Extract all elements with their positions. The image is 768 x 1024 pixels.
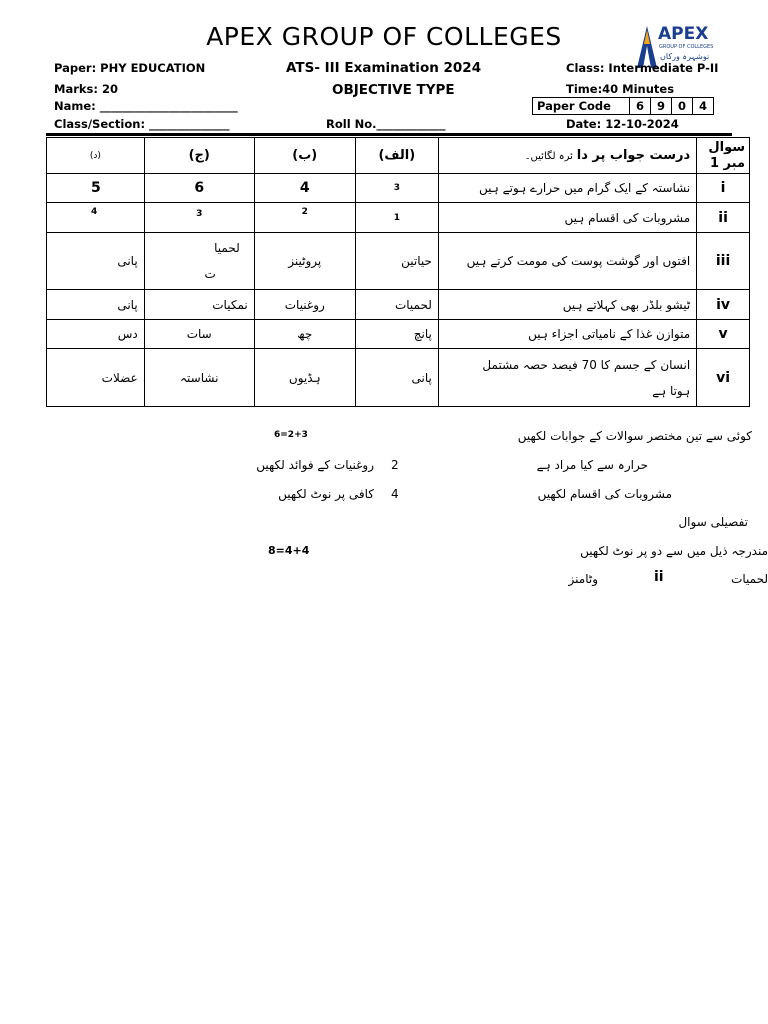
table-row [47, 320, 750, 349]
option-d: پانی [47, 233, 145, 290]
option-a-header: (الف) [355, 138, 438, 174]
question-text: افتوں اور گوشت پوست کی مومت کرتے ہیں [438, 233, 696, 290]
option-d-header: (د) [47, 138, 145, 174]
option-a: 1 [355, 203, 438, 233]
question-number: i [697, 174, 750, 203]
paper-code-digit: 4 [698, 99, 707, 113]
class-label: Class: Intermediate P-II [566, 61, 719, 75]
option-b: پروٹینز [254, 233, 355, 290]
question-text: مشروبات کی اقسام ہیں [438, 203, 696, 233]
option-a: لحمیات [355, 290, 438, 320]
instruction-cell [438, 138, 696, 174]
long-option-1: لحمیات [731, 572, 768, 586]
qno-line-2: مبر 1 [709, 155, 745, 171]
qno-line-1: سوال [708, 139, 745, 155]
mcq-table [46, 137, 750, 407]
option-b: 2 [254, 203, 355, 233]
question-text: ٹیشو بلڈر بھی کہلاتے ہیں [438, 290, 696, 320]
question-number-header [697, 138, 750, 174]
logo-text: APEX [658, 24, 709, 44]
paper-code-label: Paper Code [533, 98, 630, 114]
option-j-header: (ج) [144, 138, 254, 174]
table-row [47, 233, 750, 290]
table-header-row [47, 138, 750, 174]
logo-urdu-text: نوشہرہ ورکاں [660, 52, 710, 61]
option-a: پانی [355, 349, 438, 407]
long-question-heading: تفصیلی سوال [678, 515, 748, 529]
option-d: عضلات [47, 349, 145, 407]
option-b: 4 [254, 174, 355, 203]
short-question-2-number: 2 [391, 458, 399, 472]
header-divider [46, 133, 732, 136]
paper-code-digit: 9 [651, 98, 672, 114]
option-j: سات [144, 320, 254, 349]
question-number: vi [697, 349, 750, 407]
option-j: 3 [144, 203, 254, 233]
option-j-line-1: لحمیا [214, 241, 240, 255]
option-j: نمکیات [144, 290, 254, 320]
short-questions-heading: کوئی سے تین مختصر سوالات کے جوابات لکھیں [517, 429, 752, 443]
question-number: ii [697, 203, 750, 233]
option-j: نشاستہ [144, 349, 254, 407]
paper-code-digit: 0 [672, 98, 693, 114]
option-d: 4 [47, 203, 145, 233]
long-option-2: وٹامنز [568, 572, 598, 586]
option-a: حیاتین [355, 233, 438, 290]
option-b: ہڈیوں [254, 349, 355, 407]
question-text: نشاستہ کے ایک گرام میں حرارے ہوتے ہیں [438, 174, 696, 203]
date-label: Date: 12-10-2024 [566, 117, 679, 131]
question-text-line-2: ہوتا ہے [652, 383, 691, 398]
question-number: iv [697, 290, 750, 320]
table-row [47, 349, 750, 407]
long-question-instruction: مندرجہ ذیل میں سے دو پر نوٹ لکھیں [580, 544, 768, 558]
paper-label: Paper: PHY EDUCATION [54, 61, 206, 75]
option-a: پانچ [355, 320, 438, 349]
short-question-4: کافی پر نوٹ لکھیں [278, 487, 374, 501]
name-field: Name: ________________________ [54, 99, 238, 113]
option-j-line-2: ت [204, 267, 216, 281]
option-d: دس [47, 320, 145, 349]
question-text [438, 349, 696, 407]
question-number: iii [697, 233, 750, 290]
roll-no-field: Roll No.____________ [326, 117, 446, 131]
option-d: 5 [47, 174, 145, 203]
table-row [47, 290, 750, 320]
question-text: متوازن غذا کے نامیاتی اجزاء ہیں [438, 320, 696, 349]
short-question-1: حرارہ سے کیا مراد ہے [536, 458, 648, 472]
option-j: 6 [144, 174, 254, 203]
option-a: 3 [355, 174, 438, 203]
question-text-line-1: انسان کے جسم کا 70 فیصد حصہ مشتمل [482, 357, 691, 372]
paper-code-box [532, 97, 714, 115]
short-question-3: مشروبات کی اقسام لکھیں [537, 487, 672, 501]
short-questions-marks: 6=2+3 [274, 430, 308, 440]
long-question-marks: 8=4+4 [268, 544, 310, 557]
short-question-4-number: 4 [391, 487, 399, 501]
time-label: Time:40 Minutes [566, 82, 675, 96]
option-b: روغنیات [254, 290, 355, 320]
class-section-field: Class/Section: ______________ [54, 117, 230, 131]
option-d: پانی [47, 290, 145, 320]
table-row [47, 203, 750, 233]
question-number: v [697, 320, 750, 349]
marks-label: Marks: 20 [54, 82, 118, 96]
option-b-header: (ب) [254, 138, 355, 174]
college-title: APEX GROUP OF COLLEGES [206, 22, 562, 51]
instruction-text: ئرہ لگائیں۔ [524, 151, 573, 162]
paper-code-digit: 6 [630, 98, 651, 114]
instruction-bold: درست جواب پر دا [576, 148, 691, 163]
long-option-2-number: ii [654, 569, 664, 585]
logo-subtext: GROUP OF COLLEGES [659, 44, 714, 50]
table-row [47, 174, 750, 203]
option-b: چھ [254, 320, 355, 349]
type-label: OBJECTIVE TYPE [332, 82, 455, 98]
option-j [144, 233, 254, 290]
short-question-2: روغنیات کے فوائد لکھیں [256, 458, 374, 472]
exam-label: ATS- III Examination 2024 [286, 60, 482, 76]
